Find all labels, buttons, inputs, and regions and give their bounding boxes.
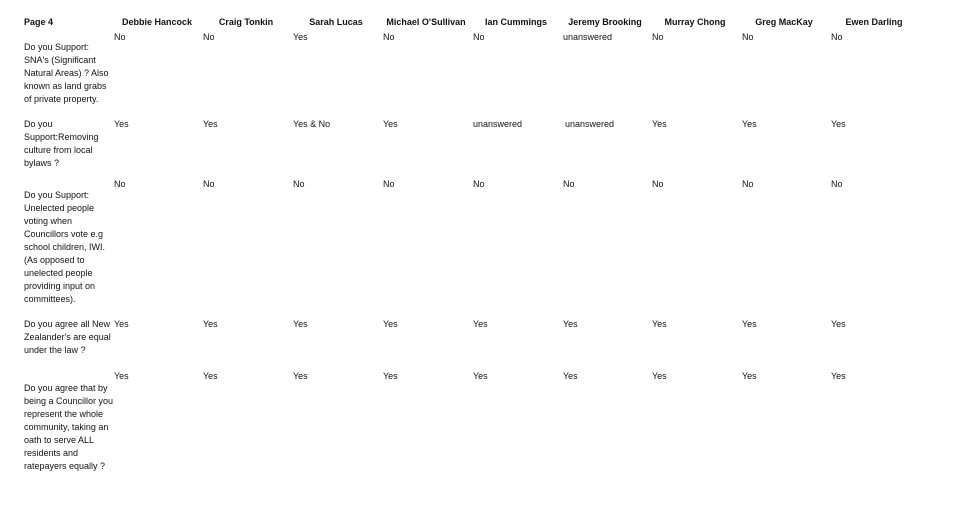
answer-cell: Yes (293, 319, 308, 329)
answer-cell: unanswered (563, 32, 613, 42)
page-label: Page 4 (24, 17, 54, 27)
answer-cell: Yes (652, 119, 667, 129)
header-candidate: Debbie Hancock (121, 17, 193, 27)
answer-cell: Yes (383, 371, 398, 381)
answer-cell: No (652, 32, 664, 42)
header-candidate: Ewen Darling (845, 17, 903, 27)
answer-cell: No (383, 179, 395, 189)
header-candidate: Michael O'Sullivan (386, 17, 466, 27)
answer-cell: No (114, 32, 126, 42)
answer-cell: No (473, 32, 485, 42)
answer-cell: unanswered (473, 119, 523, 129)
answer-cell: No (293, 179, 305, 189)
answer-cell: Yes (652, 371, 667, 381)
answer-cell: Yes (473, 319, 488, 329)
answer-cell: No (652, 179, 664, 189)
answer-cell: Yes (473, 371, 488, 381)
answer-cell: No (742, 32, 754, 42)
answer-cell: Yes & No (293, 119, 331, 129)
answer-cell: Yes (114, 371, 129, 381)
answer-cell: Yes (203, 371, 218, 381)
answer-cell: Yes (383, 319, 398, 329)
header-candidate: Jeremy Brooking (568, 17, 642, 27)
answer-cell: Yes (114, 119, 129, 129)
answer-cell: No (473, 179, 485, 189)
answer-cell: Yes (652, 319, 667, 329)
answer-cell: No (203, 179, 215, 189)
question-text: Do you Support: SNA's (Significant Natural Areas) ? Also known as land grabs of private property. (24, 42, 109, 104)
answer-cell: Yes (563, 371, 578, 381)
answer-cell: No (114, 179, 126, 189)
answer-cell: No (563, 179, 575, 189)
header-candidate: Ian Cummings (484, 17, 548, 27)
answer-cell: Yes (742, 371, 757, 381)
header-candidate: Sarah Lucas (309, 17, 363, 27)
answer-cell: Yes (742, 319, 757, 329)
answer-cell: No (831, 179, 843, 189)
answer-cell: No (383, 32, 395, 42)
answer-cell: Yes (742, 119, 757, 129)
header-candidate: Greg MacKay (755, 17, 813, 27)
answer-cell: No (742, 179, 754, 189)
answer-cell: unanswered (565, 119, 615, 129)
header-candidate: Murray Chong (664, 17, 726, 27)
answer-cell: No (831, 32, 843, 42)
answer-cell: Yes (203, 319, 218, 329)
answer-cell: Yes (563, 319, 578, 329)
answer-cell: Yes (383, 119, 398, 129)
answer-cell: Yes (114, 319, 129, 329)
question-text: Do you Support:Removing culture from local bylaws ? (24, 119, 99, 168)
answer-cell: No (203, 32, 215, 42)
question-text: Do you agree all New Zealander's are equal under the law ? (24, 319, 111, 355)
header-candidate: Craig Tonkin (218, 17, 274, 27)
answer-cell: Yes (831, 371, 846, 381)
answer-cell: Yes (831, 319, 846, 329)
question-text: Do you Support: Unelected people voting when Councillors vote e.g school children, IWI. (As opposed to unelected people providing input on committees). (24, 190, 106, 304)
answer-cell: Yes (203, 119, 218, 129)
answer-cell: Yes (293, 371, 308, 381)
answer-cell: Yes (831, 119, 846, 129)
answer-cell: Yes (293, 32, 308, 42)
question-text: Do you agree that by being a Councillor you represent the whole community, taking an oath to serve ALL residents and ratepayers equally ? (24, 383, 114, 471)
